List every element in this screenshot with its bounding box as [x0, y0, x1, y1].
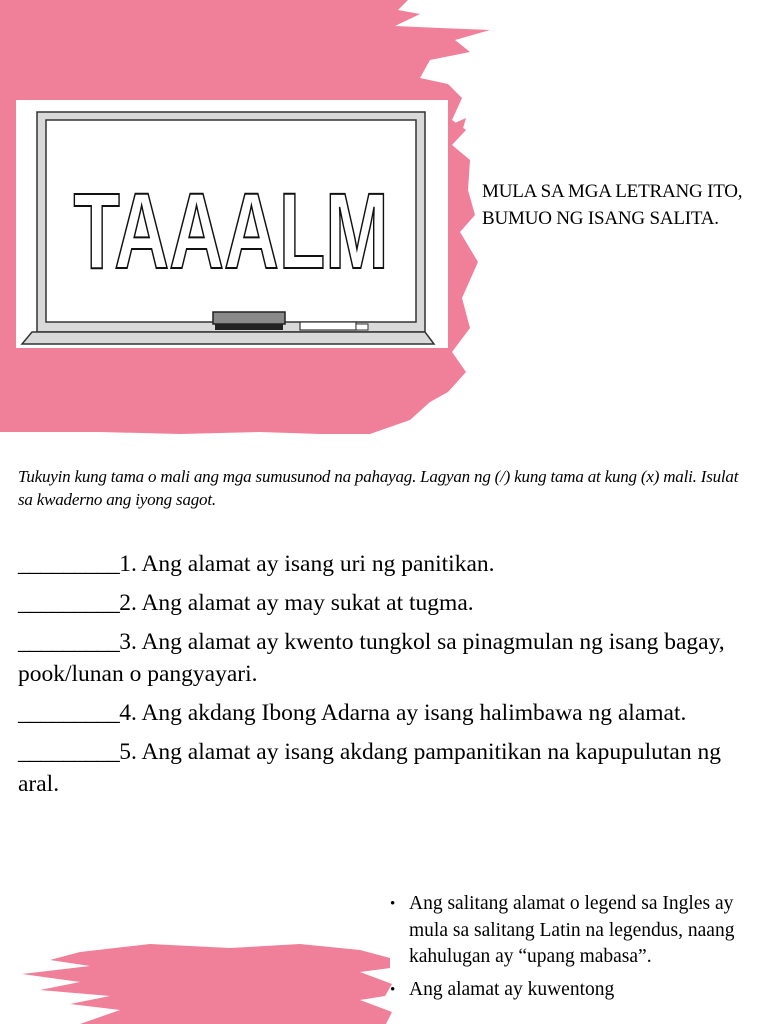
answer-blank: _________	[18, 629, 120, 655]
item-text: 5. Ang alamat ay isang akdang pampanitikan na kapupulutan ng aral.	[18, 739, 721, 797]
side-prompt: MULA SA MGA LETRANG ITO, BUMUO NG ISANG SALITA.	[482, 181, 743, 229]
quiz-item-3	[18, 626, 758, 690]
bullet-icon: •	[390, 981, 396, 998]
answer-blank: _________	[18, 551, 120, 577]
eraser	[213, 312, 285, 324]
quiz-item-5	[18, 736, 758, 800]
true-false-items	[18, 548, 758, 807]
quiz-item-2	[18, 587, 758, 619]
board-word: TAAALM	[73, 170, 389, 291]
item-text: 4. Ang akdang Ibong Adarna ay isang halimbawa ng alamat.	[119, 700, 687, 726]
bottom-paint-stroke	[22, 944, 392, 1024]
instructions: Tukuyin kung tama o mali ang mga sumusunod na pahayag. Lagyan ng (/) kung tama at kung (x) mali. Isulat sa kwaderno ang iyong sagot.	[18, 467, 739, 509]
quiz-item-1	[18, 548, 758, 580]
answer-blank: _________	[18, 700, 120, 726]
quiz-item-4	[18, 697, 758, 729]
alamat-notes-list	[390, 891, 740, 1009]
chalkboard-graphic	[16, 100, 448, 348]
note-item-2	[390, 977, 740, 1004]
item-text: 3. Ang alamat ay kwento tungkol sa pinagmulan ng isang bagay, pook/lunan o pangyayari.	[18, 629, 725, 687]
chalk-stick	[300, 322, 356, 330]
note-text: Ang alamat ay kuwentong	[409, 978, 615, 1000]
note-text: Ang salitang alamat o legend sa Ingles ay mula sa salitang Latin na legendus, naang kahulugan ay “upang mabasa”.	[409, 893, 735, 967]
item-text: 1. Ang alamat ay isang uri ng panitikan.	[119, 551, 495, 577]
answer-blank: _________	[18, 739, 120, 765]
bullet-icon: •	[390, 896, 396, 912]
note-item-1	[390, 891, 740, 971]
item-text: 2. Ang alamat ay may sukat at tugma.	[119, 590, 474, 616]
answer-blank: _________	[18, 590, 120, 616]
chalkboard-picture	[16, 100, 448, 348]
